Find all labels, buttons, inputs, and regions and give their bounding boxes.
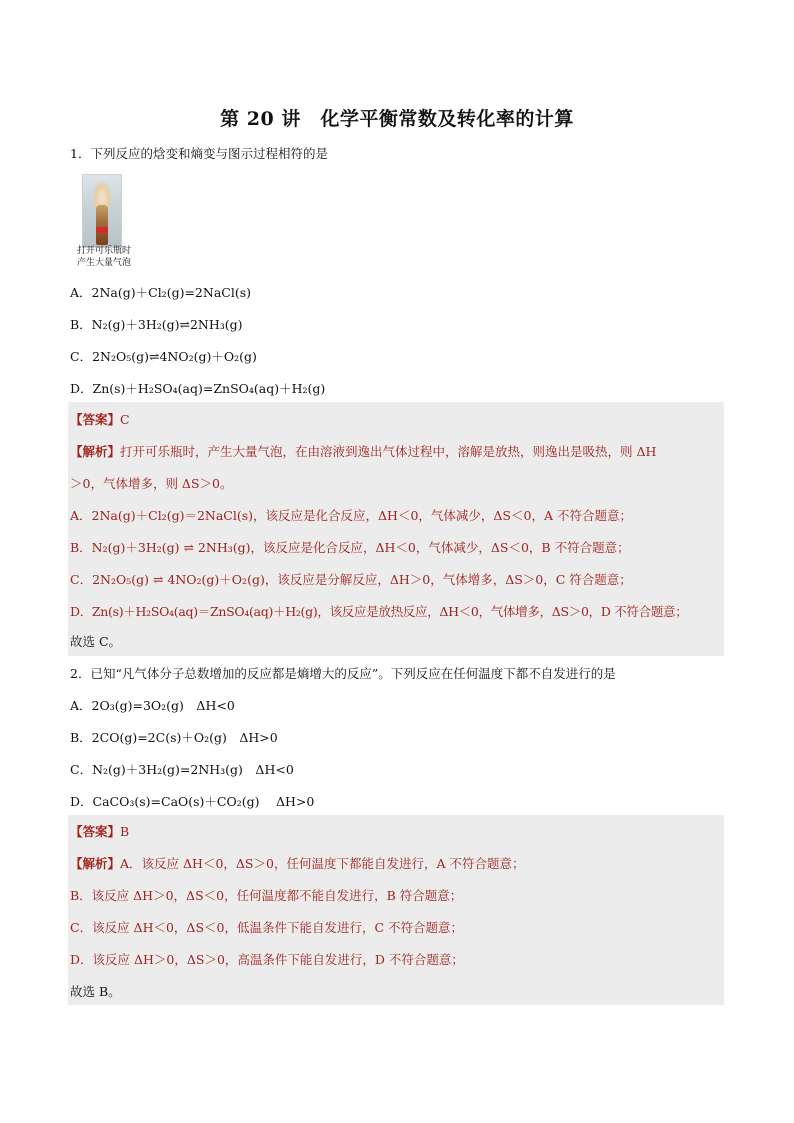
image-caption-line-2: 产生大量气泡 <box>76 258 131 268</box>
page-title: 第 20 讲 化学平衡常数及转化率的计算 <box>220 108 574 130</box>
question-2-option-a: A．2O₃(g)=3O₂(g) ΔH<0 <box>70 698 235 713</box>
analysis-label: 【解析】 <box>70 444 121 459</box>
question-2-analysis-line <box>70 856 524 872</box>
question-2-answer <box>70 824 129 840</box>
question-1-conclusion: 故选 C。 <box>70 634 122 649</box>
image-caption-line-1: 打开可乐瓶时 <box>76 246 131 256</box>
question-1-analysis-line <box>70 444 656 460</box>
question-1-option-c: C．2N₂O₅(g)⇌4NO₂(g)＋O₂(g) <box>70 349 257 364</box>
question-2-analysis-line: B．该反应 ΔH＞0，ΔS＜0，任何温度都不能自发进行，B 符合题意； <box>70 888 463 903</box>
question-1-option-d: D．Zn(s)＋H₂SO₄(aq)=ZnSO₄(aq)＋H₂(g) <box>70 381 326 396</box>
question-1-analysis-line: B．N₂(g)＋3H₂(g) ⇌ 2NH₃(g)，该反应是化合反应，ΔH＜0，气体减少，ΔS＜0，B 不符合题意； <box>70 540 630 555</box>
question-1-option-a: A．2Na(g)＋Cl₂(g)=2NaCl(s) <box>70 285 251 300</box>
question-1-analysis-line: A．2Na(g)＋Cl₂(g)＝2NaCl(s)，该反应是化合反应，ΔH＜0，气体减少，ΔS＜0，A 不符合题意； <box>70 508 632 523</box>
question-1-option-b: B．N₂(g)＋3H₂(g)⇌2NH₃(g) <box>70 317 243 332</box>
question-2-option-d: D．CaCO₃(s)=CaO(s)＋CO₂(g) ΔH>0 <box>70 794 315 809</box>
answer-value: C <box>120 412 130 427</box>
question-1-stem: 1．下列反应的焓变和熵变与图示过程相符的是 <box>70 146 328 161</box>
question-2-analysis-line: D．该反应 ΔH＞0，ΔS＞0，高温条件下能自发进行，D 不符合题意； <box>70 952 464 967</box>
answer-value: B <box>120 824 130 839</box>
answer-label: 【答案】 <box>70 824 121 839</box>
question-2-stem: 2．已知“凡气体分子总数增加的反应都是熵增大的反应”。下列反应在任何温度下都不自发进行的是 <box>70 666 616 681</box>
question-1-analysis-line: D．Zn(s)＋H₂SO₄(aq)＝ZnSO₄(aq)＋H₂(g)，该反应是放热反应，ΔH＜0，气体增多，ΔS＞0，D 不符合题意； <box>70 604 688 619</box>
question-2-conclusion: 故选 B。 <box>70 984 121 999</box>
question-2-solution-box <box>68 815 724 1005</box>
question-2-option-b: B．2CO(g)=2C(s)＋O₂(g) ΔH>0 <box>70 730 278 745</box>
question-2-option-c: C．N₂(g)＋3H₂(g)=2NH₃(g) ΔH<0 <box>70 762 294 777</box>
analysis-text: 打开可乐瓶时，产生大量气泡，在由溶液到逸出气体过程中，溶解是放热，则逸出是吸热，则 ΔH <box>120 444 657 459</box>
cola-bottle-image <box>82 174 122 248</box>
analysis-text: A．该反应 ΔH＜0，ΔS＞0，任何温度下都能自发进行，A 不符合题意； <box>120 856 525 871</box>
question-1-answer <box>70 412 130 428</box>
answer-label: 【答案】 <box>70 412 121 427</box>
question-1-analysis-line: C．2N₂O₅(g) ⇌ 4NO₂(g)＋O₂(g)，该反应是分解反应，ΔH＞0，气体增多，ΔS＞0，C 符合题意； <box>70 572 632 587</box>
question-1-analysis-line: ＞0，气体增多，则 ΔS＞0。 <box>70 476 233 491</box>
question-2-analysis-line: C．该反应 ΔH＜0，ΔS＜0，低温条件下能自发进行，C 不符合题意； <box>70 920 464 935</box>
analysis-label: 【解析】 <box>70 856 121 871</box>
